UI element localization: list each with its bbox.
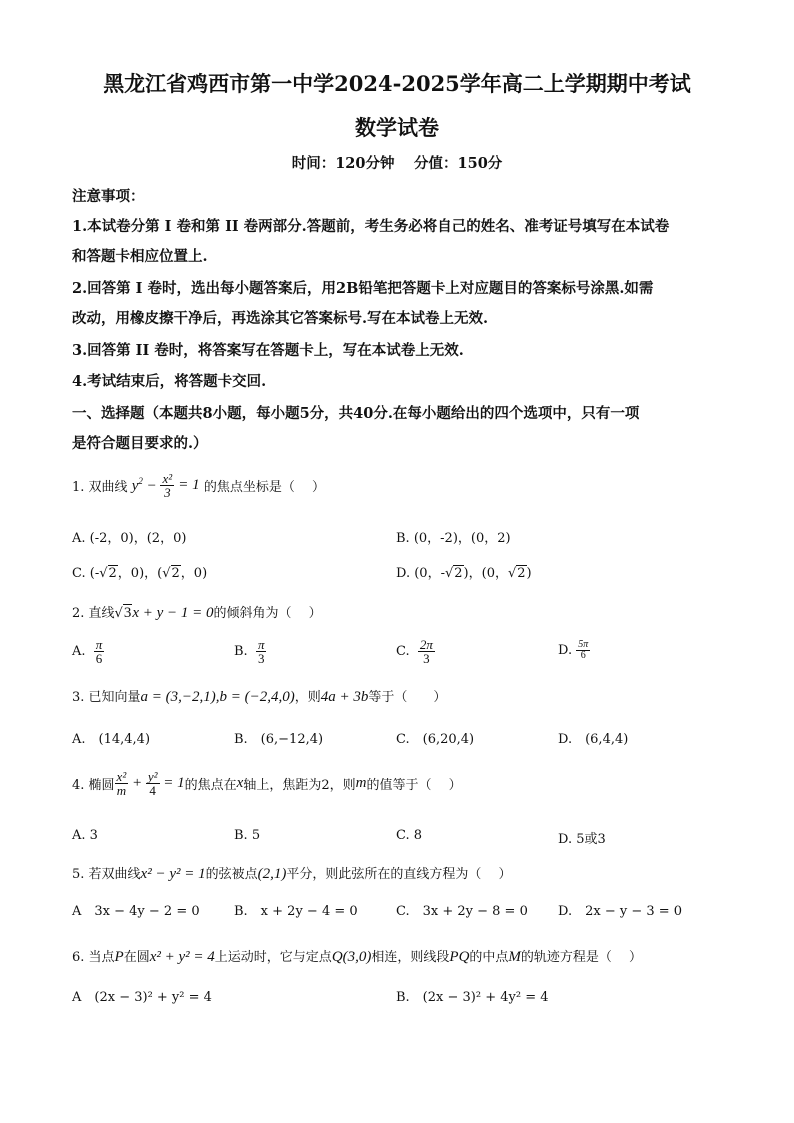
q5-option-a: A 3x − 4y − 2 = 0 — [72, 904, 200, 919]
q1-option-d: D. (0，-√2)，(0，√2) — [396, 566, 532, 581]
q6-option-b: B. (2x − 3)² + 4y² = 4 — [396, 990, 549, 1005]
q5-option-b: B. x + 2y − 4 = 0 — [234, 904, 358, 919]
q3-option-c: C. (6,20,4) — [396, 732, 475, 747]
q5-option-c: C. 3x + 2y − 8 = 0 — [396, 904, 528, 919]
q2-option-d: D. $\frac{5\pi}{6}$ — [558, 639, 589, 661]
question-3: 3. 已知向量a = (3,−2,1),b = (−2,4,0)，则4a + 3b等于（ ） — [72, 689, 447, 705]
section-1-line-1: 一、选择题（本题共8小题，每小题5分，共40分.在每小题给出的四个选项中，只有一项 — [72, 405, 640, 422]
q5-option-d: D. 2x − y − 3 = 0 — [558, 904, 683, 919]
q3-option-b: B. (6,−12,4) — [234, 732, 324, 747]
q4-option-c: C. 8 — [396, 828, 423, 843]
notes-heading: 注意事项： — [72, 188, 145, 205]
exam-title: 黑龙江省鸡西市第一中学2024-2025学年高二上学期期中考试 — [103, 71, 691, 96]
q1-option-a: A. (-2，0)，(2，0) — [72, 531, 187, 546]
q1-option-c: C. (-√2，0)，(√2，0) — [72, 566, 208, 581]
question-6: 6. 当点P在圆x² + y² = 4上运动时，它与定点Q(3,0)相连，则线段PQ的中点M的轨迹方程是（ ） — [72, 949, 643, 965]
exam-subtitle: 数学试卷 — [355, 115, 439, 140]
q4-option-a: A. 3 — [72, 828, 98, 843]
q1-option-b: B. (0，-2)，(0，2) — [396, 531, 511, 546]
question-4: 4. 椭圆 $\frac{\text{x²}}{m}$ + $\frac{\text{y²}}{4}$ = 1的焦点在x轴上，焦距为2，则m的值等于（ ） — [72, 769, 462, 798]
q4-option-d: D. 5或3 — [558, 832, 606, 847]
q2-option-a: A. $\frac{\pi}{6}$ — [72, 637, 103, 666]
q2-option-c: C. $\frac{2\pi}{3}$ — [396, 637, 433, 666]
exam-meta: 时间：120分钟 分值：150分 — [291, 155, 503, 172]
q3-option-a: A. (14,4,4) — [72, 732, 151, 747]
q1-frac: $\frac{\text{x²}}{3}$ — [162, 471, 173, 500]
q1-eq-rhs: = 1 — [178, 477, 200, 493]
note-3: 3.回答第 II 卷时，将答案写在答题卡上，写在本试卷上无效. — [72, 342, 464, 359]
note-4: 4.考试结束后，将答题卡交回. — [72, 373, 267, 390]
q3-option-d: D. (6,4,4) — [558, 732, 629, 747]
q1-prefix: 1. 双曲线 — [72, 480, 128, 495]
section-1-line-2: 是符合题目要求的.） — [72, 435, 208, 452]
q1-suffix: 的焦点坐标是（ ） — [203, 480, 325, 495]
note-1-line-1: 1.本试卷分第 I 卷和第 II 卷两部分.答题前，考生务必将自己的姓名、准考证号填写在本试卷 — [72, 218, 670, 235]
q6-option-a: A (2x − 3)² + y² = 4 — [72, 990, 212, 1005]
note-2-line-1: 2.回答第 I 卷时，选出每小题答案后，用2B铅笔把答题卡上对应题目的答案标号涂黑.如需 — [72, 280, 654, 297]
question-2: 2. 直线√3x + y − 1 = 0的倾斜角为（ ） — [72, 605, 322, 621]
q4-option-b: B. 5 — [234, 828, 261, 843]
note-2-line-2: 改动，用橡皮擦干净后，再选涂其它答案标号.写在本试卷上无效. — [72, 310, 489, 327]
q1-eq-y: $y^2$ − — [131, 476, 161, 494]
question-1 — [72, 472, 325, 499]
q2-option-b: B. $\frac{\pi}{3}$ — [234, 637, 265, 666]
question-5: 5. 若双曲线x² − y² = 1的弦被点(2,1)平分，则此弦所在的直线方程为（ ） — [72, 866, 512, 882]
note-1-line-2: 和答题卡相应位置上. — [72, 248, 208, 265]
